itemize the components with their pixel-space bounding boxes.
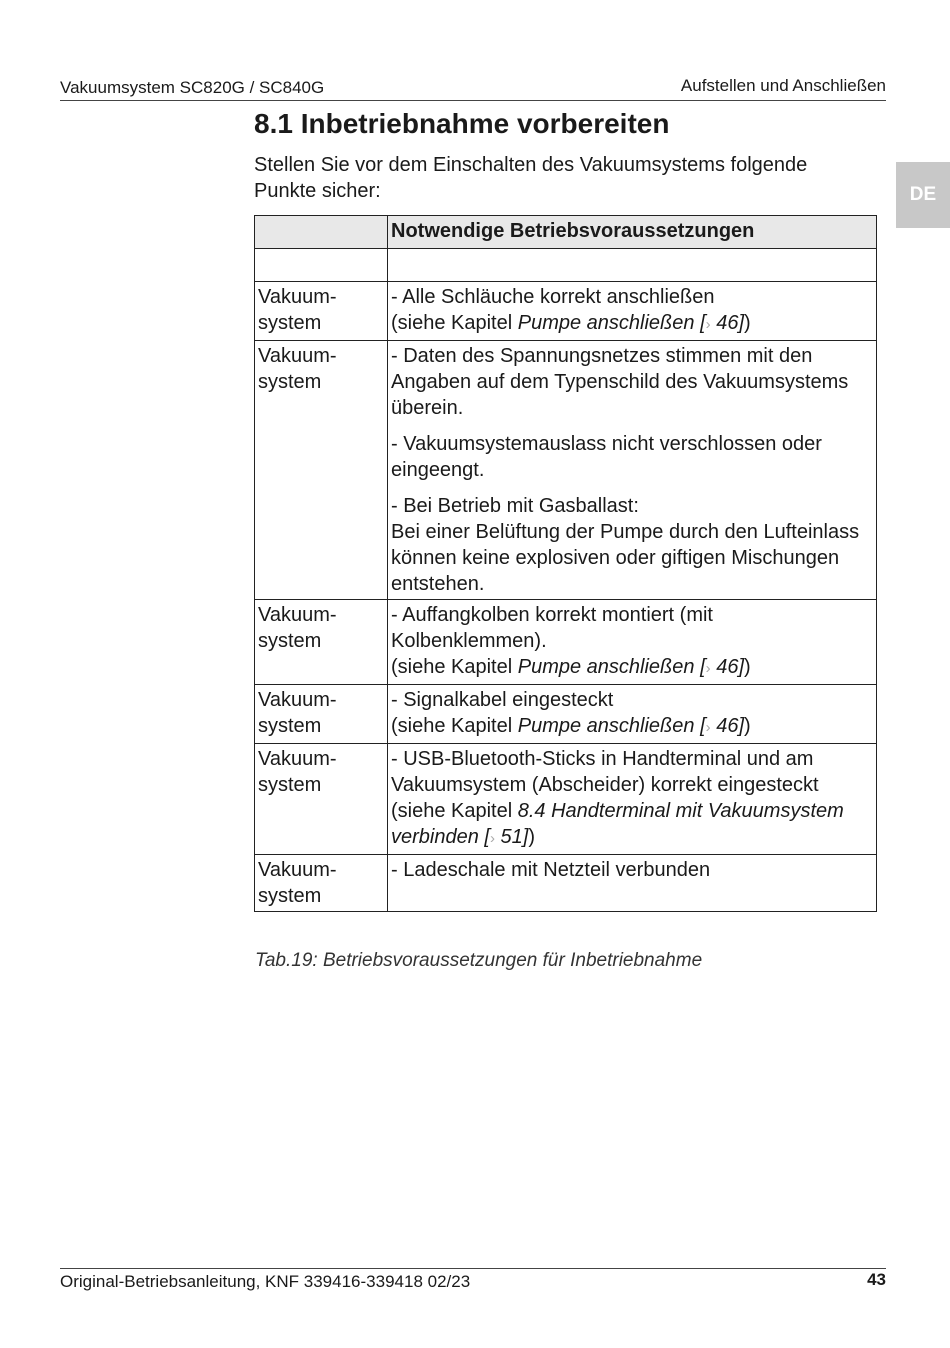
header-document-title: Vakuumsystem SC820G / SC840G <box>60 78 325 97</box>
chapter-reference-suffix: ) <box>528 826 535 848</box>
table-header-cell: Notwendige Betriebsvoraussetzungen <box>388 216 877 249</box>
row-label-cell <box>255 855 388 912</box>
table-caption: Tab.19: Betriebsvoraussetzungen für Inbetriebnahme <box>255 950 703 971</box>
row-requirement-cell <box>388 855 877 912</box>
row-label: Vakuum-system <box>258 345 337 393</box>
page-ref-arrow-icon: › <box>705 660 711 677</box>
row-label-cell <box>255 341 388 600</box>
row-label: Vakuum-system <box>258 859 337 907</box>
requirement-text: - Daten des Spannungsnetzes stimmen mit den Angaben auf dem Typenschild des Vakuumsystems überein. <box>391 345 849 419</box>
section-title: 8.1 Inbetriebnahme vorbereiten <box>254 108 670 139</box>
footer-divider <box>60 1268 886 1269</box>
requirement-paragraph <box>391 602 872 682</box>
requirement-text: - Bei Betrieb mit Gasballast: <box>391 495 639 517</box>
chapter-reference-page: 51] <box>494 826 529 848</box>
row-requirement-cell <box>388 685 877 744</box>
row-label: Vakuum-system <box>258 748 337 796</box>
table-row <box>255 744 877 855</box>
requirement-paragraph <box>391 284 872 338</box>
row-requirement-cell <box>388 282 877 341</box>
requirement-paragraph <box>391 746 872 852</box>
header-chapter-title: Aufstellen und Anschließen <box>680 76 886 95</box>
requirements-table <box>254 215 877 912</box>
page-ref-arrow-icon: › <box>705 719 711 736</box>
table-spacer-cell <box>388 249 877 282</box>
header-divider <box>60 100 886 101</box>
chapter-reference-link[interactable] <box>518 312 744 334</box>
row-label-cell <box>255 600 388 685</box>
row-requirement-cell <box>388 600 877 685</box>
footer-document-info: Original-Betriebsanleitung, KNF 339416-339418 02/23 <box>60 1272 471 1291</box>
table-row <box>255 685 877 744</box>
row-label: Vakuum-system <box>258 286 337 334</box>
chapter-reference-prefix: (siehe Kapitel <box>391 800 518 822</box>
row-label-cell <box>255 685 388 744</box>
requirement-paragraph <box>391 343 872 421</box>
chapter-reference-suffix: ) <box>744 715 751 737</box>
table-row <box>255 341 877 600</box>
table-row <box>255 600 877 685</box>
chapter-reference-suffix: ) <box>744 656 751 678</box>
chapter-reference-prefix: (siehe Kapitel <box>391 715 518 737</box>
chapter-reference-link[interactable] <box>518 715 744 737</box>
row-requirement-cell <box>388 341 877 600</box>
row-requirement-cell <box>388 744 877 855</box>
table-header-empty-cell <box>255 216 388 249</box>
chapter-reference-prefix: (siehe Kapitel <box>391 312 518 334</box>
requirement-text: - USB-Bluetooth-Sticks in Handterminal und am Vakuumsystem (Abscheider) korrekt eingesteckt <box>391 748 819 796</box>
requirement-text: Bei einer Belüftung der Pumpe durch den Lufteinlass können keine explosiven oder giftigen Mischungen entstehen. <box>391 521 860 595</box>
table-row <box>255 855 877 912</box>
chapter-reference-title: Pumpe anschließen [ <box>517 715 706 737</box>
chapter-reference-prefix: (siehe Kapitel <box>391 656 518 678</box>
chapter-reference-title: Pumpe anschließen [ <box>517 312 706 334</box>
table-row <box>255 282 877 341</box>
chapter-reference-page: 46] <box>710 715 744 737</box>
chapter-reference-title: 8.4 Handterminal mit Vakuumsystem verbinden [ <box>391 800 844 848</box>
table-spacer-cell <box>255 249 388 282</box>
table-header-row <box>255 216 877 249</box>
page-ref-arrow-icon: › <box>705 316 711 333</box>
requirement-text: - Vakuumsystemauslass nicht verschlossen oder eingeengt. <box>391 433 822 481</box>
row-label-cell <box>255 282 388 341</box>
row-label-cell <box>255 744 388 855</box>
requirement-paragraph <box>391 687 872 741</box>
chapter-reference-suffix: ) <box>744 312 751 334</box>
language-tab: DE <box>896 162 950 228</box>
row-label: Vakuum-system <box>258 604 337 652</box>
requirement-text: - Alle Schläuche korrekt anschließen <box>391 286 715 308</box>
chapter-reference-page: 46] <box>710 312 744 334</box>
requirement-paragraph <box>391 857 872 883</box>
requirement-text: - Signalkabel eingesteckt <box>391 689 614 711</box>
row-label: Vakuum-system <box>258 689 337 737</box>
requirement-text: - Auffangkolben korrekt montiert (mit Kolbenklemmen). <box>391 604 713 652</box>
page-number: 43 <box>867 1270 886 1289</box>
page-ref-arrow-icon: › <box>489 830 495 847</box>
chapter-reference-title: Pumpe anschließen [ <box>517 656 706 678</box>
requirement-paragraph <box>391 493 872 597</box>
intro-paragraph: Stellen Sie vor dem Einschalten des Vakuumsystems folgende Punkte sicher: <box>254 154 808 202</box>
requirement-text: - Ladeschale mit Netzteil verbunden <box>391 859 711 881</box>
table-spacer-row <box>255 249 877 282</box>
chapter-reference-page: 46] <box>710 656 744 678</box>
chapter-reference-link[interactable] <box>518 656 744 678</box>
table-body <box>255 249 877 912</box>
requirement-paragraph <box>391 431 872 483</box>
